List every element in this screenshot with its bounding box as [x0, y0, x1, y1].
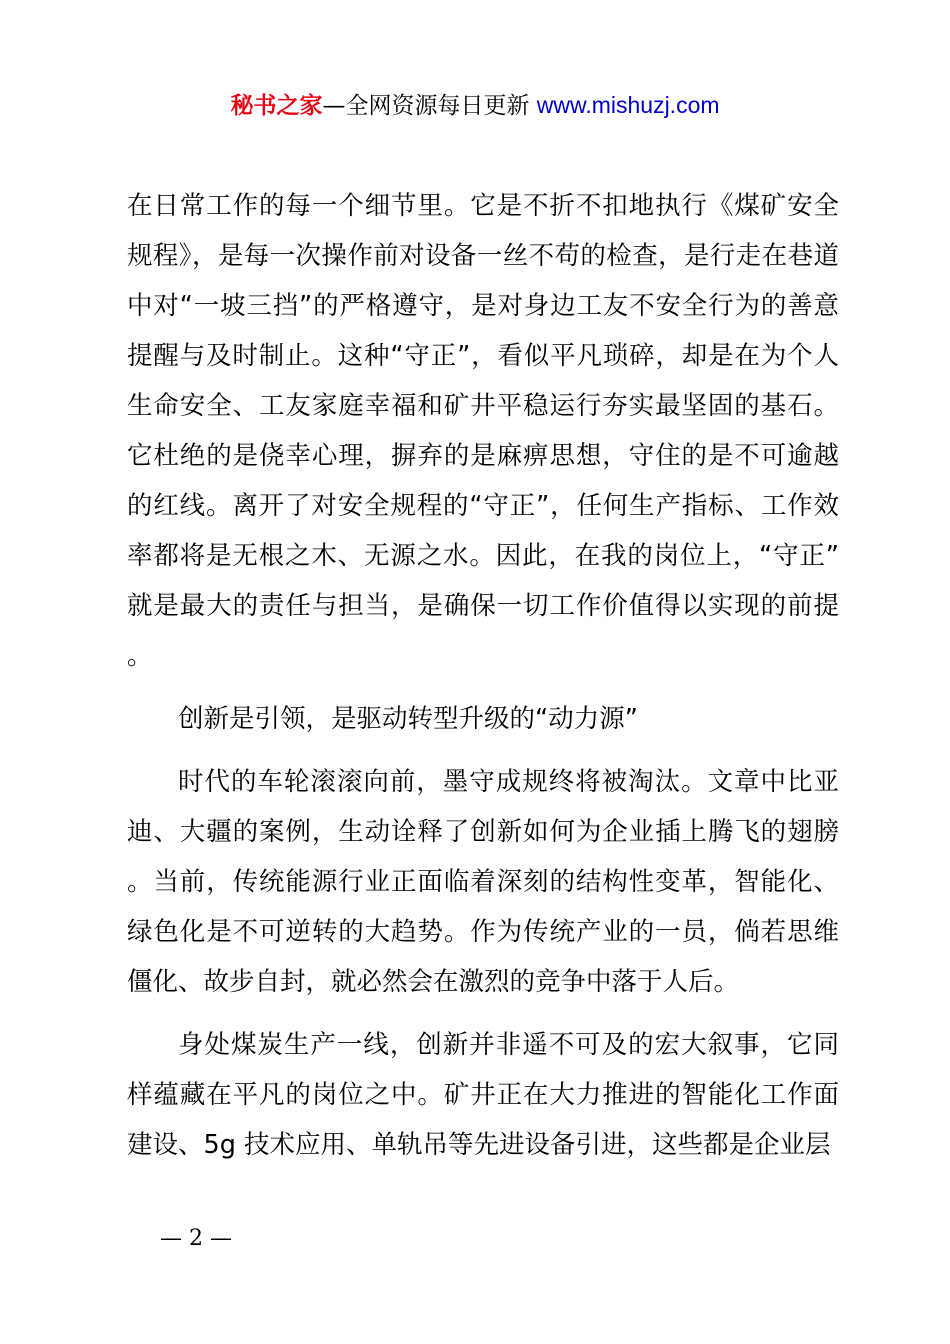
paragraph-continued: 在日常工作的每一个细节里。它是不折不扣地执行《煤矿安全规程》，是每一次操作前对设备一丝不苟的检查，是行走在巷道中对“一坡三挡”的严格遵守，是对身边工友不安全行为的善意提醒与及时制止。这种“守正”，看似平凡琐碎，却是在为个人生命安全、工友家庭幸福和矿井平稳运行夯实最坚固的基石。它杜绝的是侥幸心理，摒弃的是麻痹思想，守住的是不可逾越的红线。离开了对安全规程的“守正”，任何生产指标、工作效率都将是无根之木、无源之水。因此，在我的岗位上，“守正”就是最大的责任与担当，是确保一切工作价值得以实现的前提。: [127, 191, 839, 671]
site-url-link[interactable]: www.mishuzj.com: [536, 92, 720, 118]
brand-name: 秘书之家: [230, 93, 323, 119]
section-heading: 创新是引领，是驱动转型升级的“动力源”: [178, 704, 638, 734]
header-slogan: —全网资源每日更新: [322, 93, 530, 119]
page-number: — 2 —: [160, 1226, 232, 1251]
site-header: [0, 88, 950, 123]
paragraph: 时代的车轮滚滚向前，墨守成规终将被淘汰。文章中比亚迪、大疆的案例，生动诠释了创新如何为企业插上腾飞的翅膀。当前，传统能源行业正面临着深刻的结构性变革，智能化、绿色化是不可逆转的大趋势。作为传统产业的一员，倘若思维僵化、故步自封，就必然会在激烈的竞争中落于人后。: [127, 767, 839, 997]
document-body: [127, 181, 839, 1170]
paragraph: 身处煤炭生产一线，创新并非遥不可及的宏大叙事，它同样蕴藏在平凡的岗位之中。矿井正在大力推进的智能化工作面建设、5g 技术应用、单轨吊等先进设备引进，这些都是企业层: [127, 1030, 839, 1160]
